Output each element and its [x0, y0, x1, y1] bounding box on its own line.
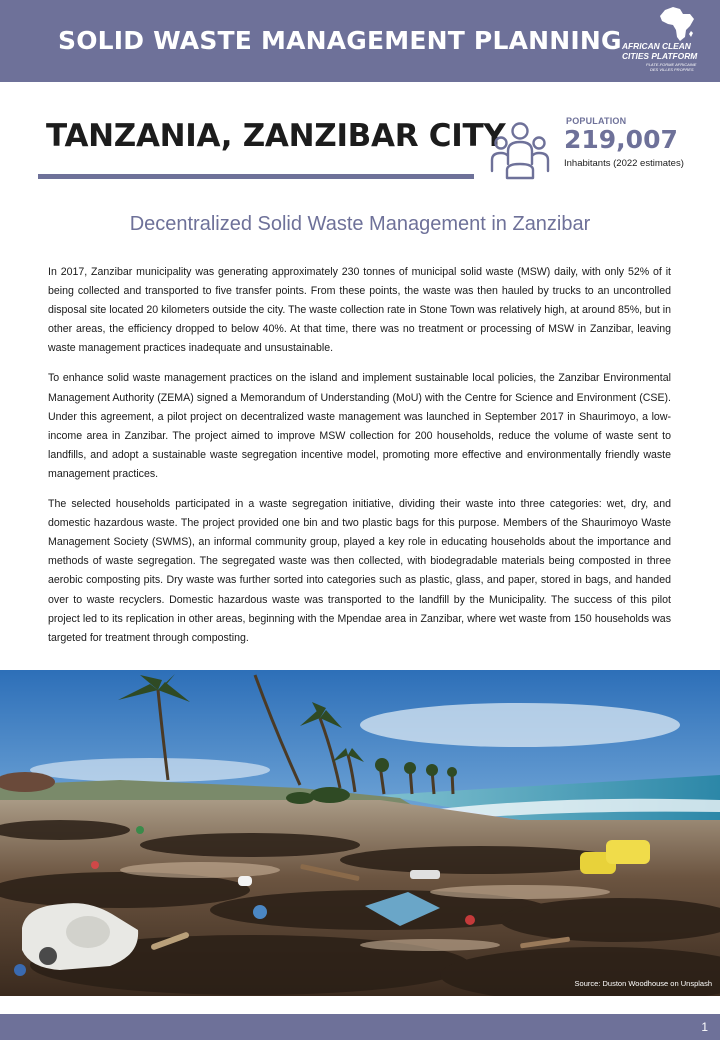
document-title: SOLID WASTE MANAGEMENT PLANNING — [58, 26, 622, 55]
logo-text-line4: DES VILLES PROPRES — [650, 67, 694, 72]
paragraph: In 2017, Zanzibar municipality was generating approximately 230 tonnes of municipal solid waste (MSW) daily, with only 52% of it being collected and transported to five transfer points. From these points, the waste was then hauled by trucks to an uncontrolled disposal site located 20 kilometers outside the city. The waste collection rate in Stone Town was relatively high, at around 85%, but in other areas, the efficiency dropped to below 40%. At that time, there was no treatment or processing of MSW in Zanzibar, leaving waste management practices inadequate and unsustainable. — [48, 266, 671, 355]
paragraph: The selected households participated in a waste segregation initiative, dividing their waste into three categories: wet, dry, and domestic hazardous waste. The project provided one bin and two plastic bags for this purpose. Members of the Shaurimoyo Waste Management Society (SWMS), an informal community group, played a key role in educating households about the importance and methods of waste segregation. The segregated waste was then collected, with biodegradable materials being composted in three aerobic composting pits. Dry waste was further sorted into categories such as plastic, glass, and paper, stored in bags, and handed over to waste recyclers. Domestic hazardous waste was transported to the landfill by the Municipality. The success of this pilot project led to its replication in other areas, beginning with the Mpendae area in Zanzibar, where wet waste from 150 households was targeted for treatment through composting. — [48, 498, 671, 644]
people-group-icon — [489, 120, 551, 182]
logo-text-line2: CITIES PLATFORM — [622, 51, 698, 61]
body-text — [48, 263, 671, 659]
city-title: TANZANIA, ZANZIBAR CITY — [46, 118, 506, 154]
paragraph: To enhance solid waste management practices on the island and implement sustainable local policies, the Zanzibar Environmental Management Authority (ZEMA) signed a Memorandum of Understanding (MoU) with the Centre for Science and Environment (CSE). Under this agreement, a pilot project on decentralized waste management was launched in September 2017 in Shaurimoyo, a low-income area in Zanzibar. The project aimed to improve MSW collection for 200 households, reduce the volume of waste sent to landfills, and adopt a sustainable waste segregation incentive model, promoting more effective and environmentally friendly waste management practices. — [48, 372, 671, 480]
population-note: Inhabitants (2022 estimates) — [564, 158, 684, 169]
african-clean-cities-logo — [612, 6, 714, 78]
population-label: POPULATION — [566, 116, 627, 126]
title-underline — [38, 174, 474, 179]
photo-credit: Source: Duston Woodhouse on Unsplash — [574, 979, 712, 988]
logo-text-line3: PLATE-FORME AFRICAINE — [646, 62, 697, 67]
top-banner — [0, 0, 720, 82]
page-number: 1 — [701, 1020, 708, 1034]
logo-text-line1: AFRICAN CLEAN — [622, 41, 691, 51]
section-subtitle: Decentralized Solid Waste Management in Zanzibar — [129, 213, 591, 235]
africa-map-icon — [656, 6, 696, 42]
population-value: 219,007 — [564, 125, 678, 154]
footer-bar — [0, 1014, 720, 1040]
beach-waste-photo — [0, 670, 720, 996]
